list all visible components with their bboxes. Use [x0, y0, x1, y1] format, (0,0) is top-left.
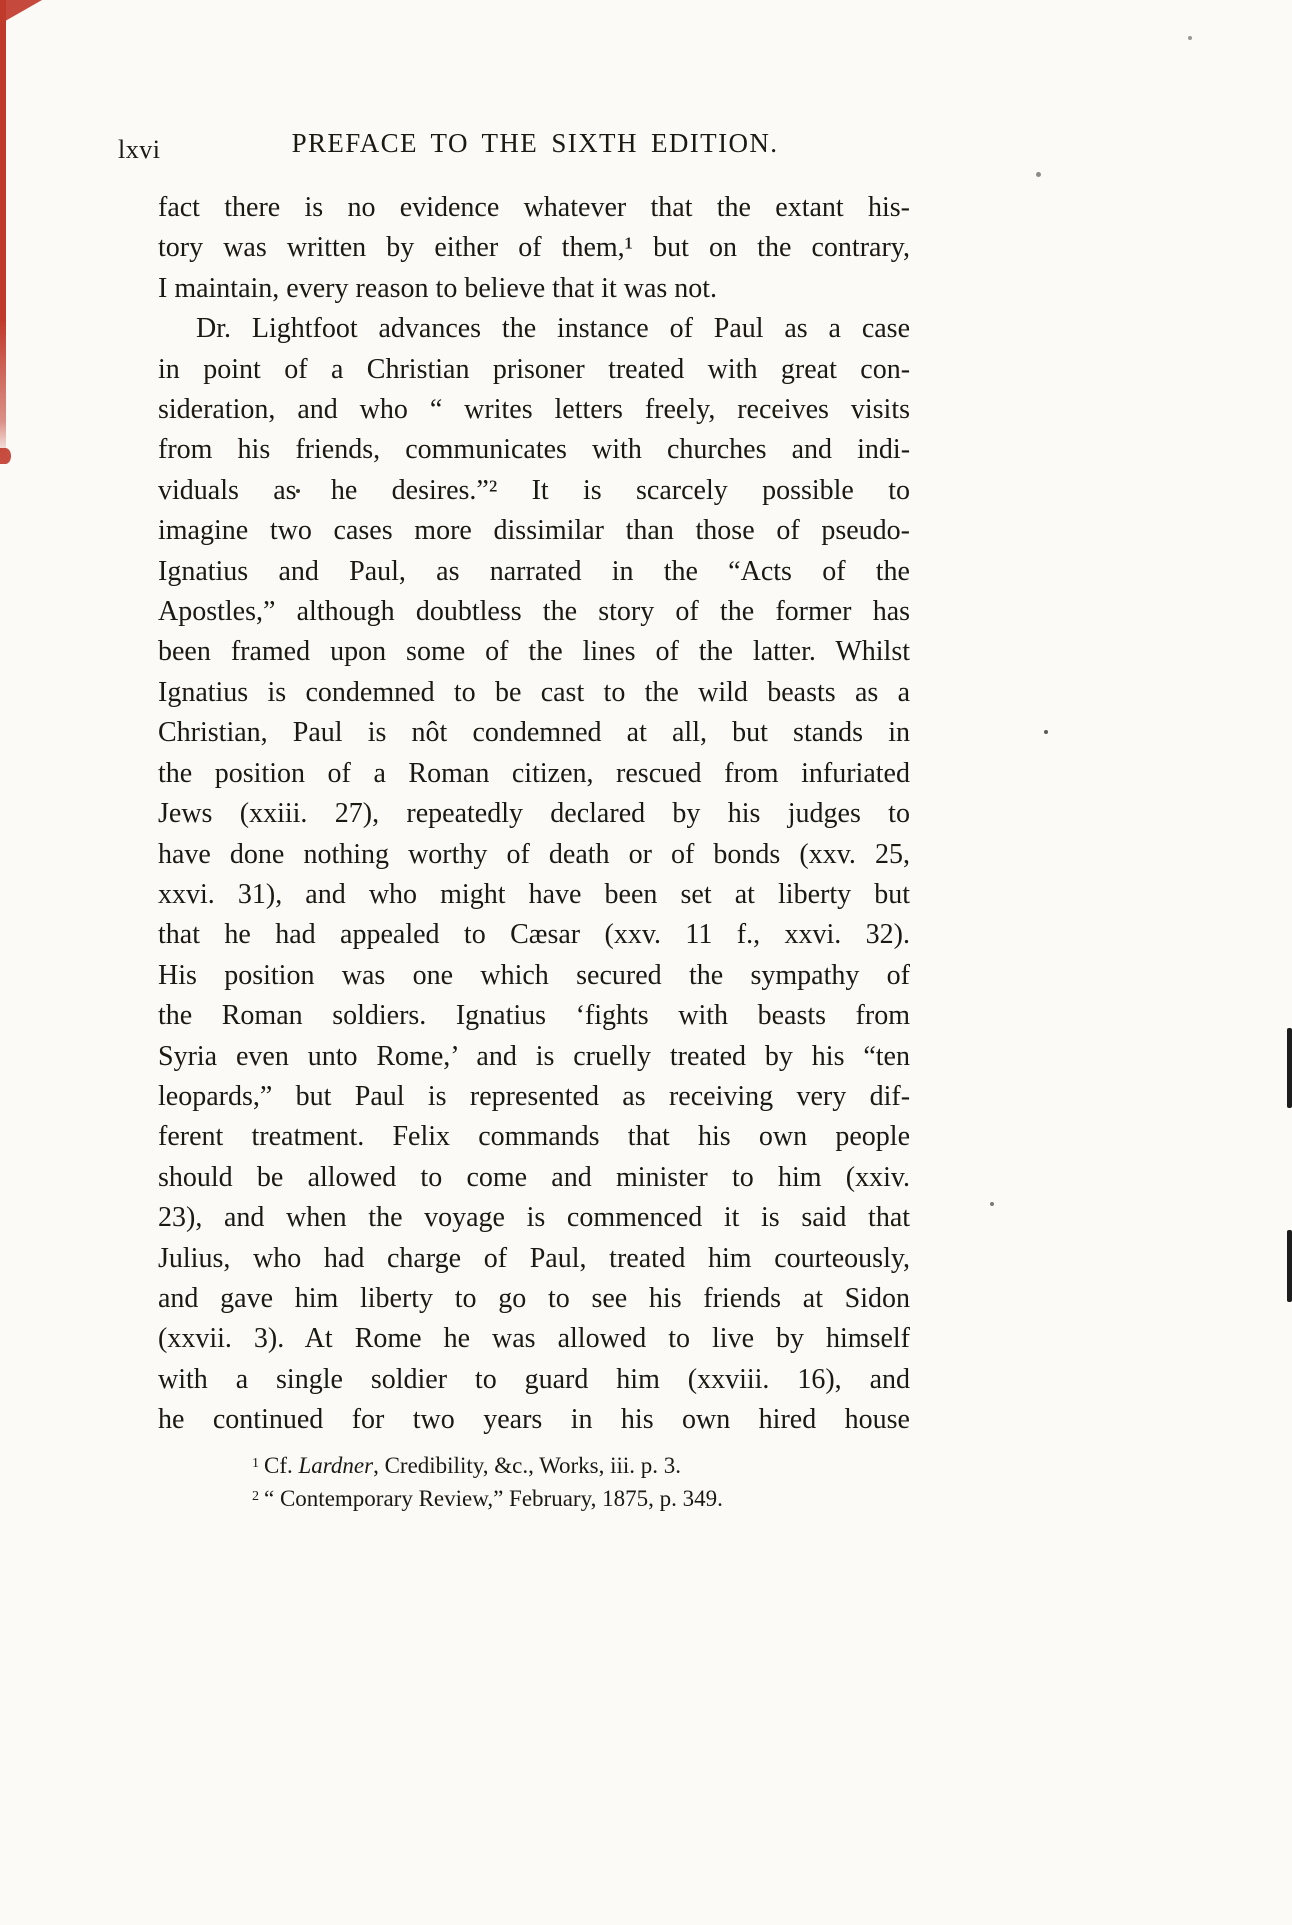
footnote-marker: 2 [252, 1489, 259, 1504]
scan-artifact-red-edge [0, 0, 6, 458]
text-line: from his friends, communicates with churches and indi- [158, 434, 911, 466]
text-line: in point of a Christian prisoner treated with great con- [158, 353, 911, 385]
text-line: Christian, Paul is nôt condemned at all, but stands in [158, 717, 910, 749]
text-line: and gave him liberty to go to see his friends at Sidon [158, 1282, 911, 1314]
page-body-text [158, 188, 910, 1441]
footnote: $^2$ “ Contemporary Review,” February, 1875, p. 349. [252, 1486, 723, 1511]
text-line: I maintain, every reason to believe that it was not. [158, 272, 718, 304]
text-line: the position of a Roman citizen, rescued from infuriated [158, 757, 910, 789]
footnote: $^1$ Cf. Lardner, Credibility, &c., Works, iii. p. 3. [252, 1453, 682, 1478]
text-line: the Roman soldiers. Ignatius ‘fights with beasts from [158, 1000, 910, 1032]
scan-artifact-red-corner [0, 0, 42, 24]
running-title: PREFACE TO THE SIXTH EDITION. [291, 128, 779, 158]
text-line: Dr. Lightfoot advances the instance of Paul as a case [196, 313, 911, 345]
text-line: Julius, who had charge of Paul, treated him courteously, [158, 1242, 911, 1274]
text-line: have done nothing worthy of death or of bonds (xxv. 25, [158, 838, 910, 870]
scan-artifact-right-mark-1 [1287, 1028, 1292, 1108]
scan-speck [1044, 730, 1048, 734]
text-line: should be allowed to come and minister to him (xxiv. [158, 1161, 911, 1193]
text-line: leopards,” but Paul is represented as receiving very dif- [158, 1080, 911, 1112]
text-line: imagine two cases more dissimilar than those of pseudo- [158, 515, 910, 547]
text-line: Ignatius and Paul, as narrated in the “Acts of the [158, 555, 910, 587]
text-line: 23), and when the voyage is commenced it is said that [158, 1202, 911, 1234]
text-line: viduals as he desires.”² It is scarcely possible to [158, 474, 910, 506]
page-number: lxvi [118, 135, 161, 164]
scan-speck [990, 1202, 994, 1206]
text-line: tory was written by either of them,¹ but on the contrary, [158, 232, 910, 264]
text-line: fact there is no evidence whatever that the extant his- [158, 192, 910, 223]
text-line: Syria even unto Rome,’ and is cruelly treated by his “ten [158, 1040, 910, 1072]
scan-artifact-right-mark-2 [1287, 1230, 1292, 1302]
scan-artifact-red-blob [0, 448, 11, 464]
text-line: been framed upon some of the lines of the latter. Whilst [158, 636, 911, 668]
text-line: xxvi. 31), and who might have been set at liberty but [158, 878, 910, 910]
text-line: that he had appealed to Cæsar (xxv. 11 f., xxvi. 32). [158, 919, 911, 951]
text-line: Ignatius is condemned to be cast to the wild beasts as a [158, 676, 911, 708]
scan-speck [1188, 36, 1192, 40]
text-line: Jews (xxiii. 27), repeatedly declared by his judges to [158, 798, 910, 830]
footnotes-section [158, 1448, 910, 1514]
text-line: Apostles,” although doubtless the story of the former has [158, 596, 911, 628]
text-line: sideration, and who “ writes letters freely, receives visits [158, 394, 910, 426]
text-line: ferent treatment. Felix commands that his own people [158, 1121, 911, 1153]
scan-speck [1036, 172, 1041, 177]
text-line: he continued for two years in his own hired house [158, 1404, 910, 1436]
text-line: His position was one which secured the sympathy of [158, 959, 911, 991]
text-line: with a single soldier to guard him (xxviii. 16), and [158, 1363, 910, 1395]
page-header [0, 128, 1292, 170]
text-line: (xxvii. 3). At Rome he was allowed to live by himself [158, 1323, 911, 1355]
footnote-marker: 1 [252, 1456, 259, 1471]
